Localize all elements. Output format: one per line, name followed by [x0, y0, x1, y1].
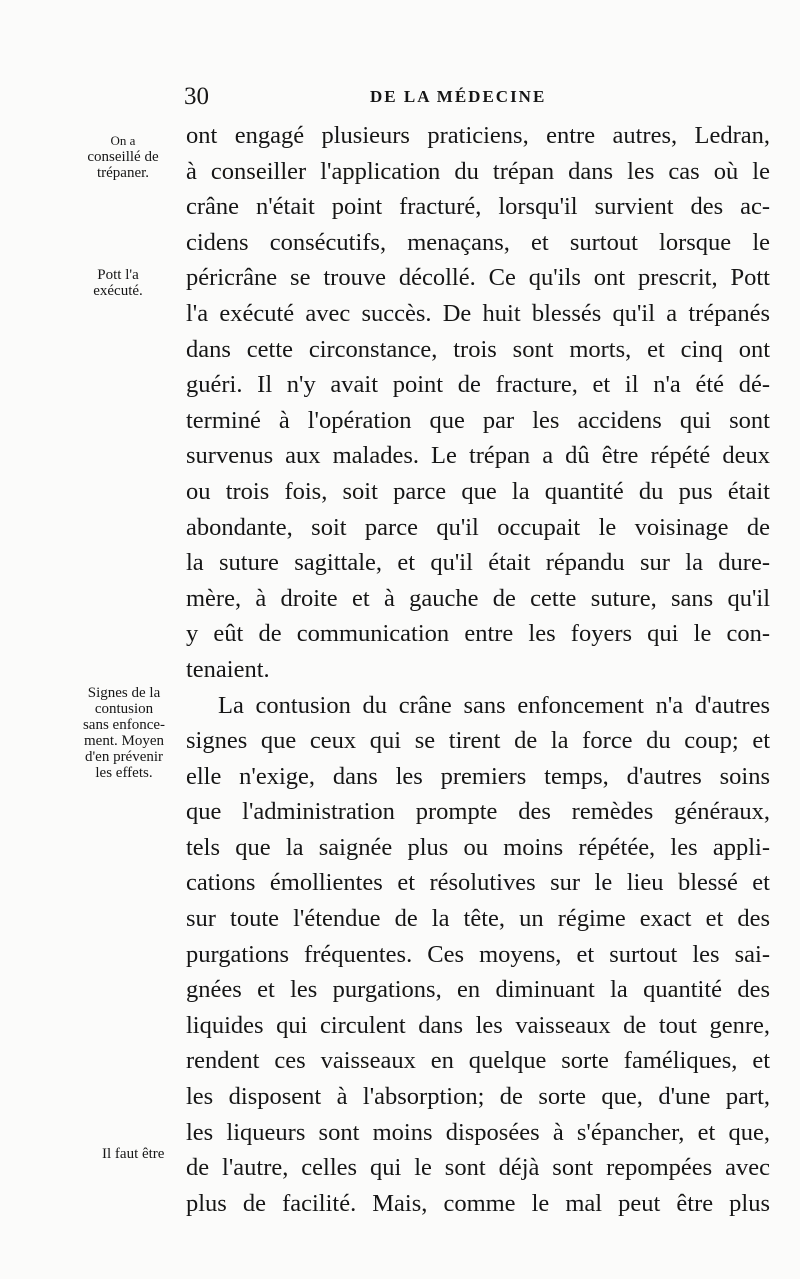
- margin-note-line: exécuté.: [93, 283, 143, 299]
- body-text: [186, 118, 770, 1221]
- margin-note-trepaner: [72, 133, 174, 181]
- body-line: mère, à droite et à gauche de cette suture, sans qu'il: [186, 584, 770, 612]
- margin-note-line: On a: [110, 133, 136, 148]
- margin-note-signes: [72, 685, 176, 781]
- body-line: de l'autre, celles qui le sont déjà sont repompées avec: [186, 1154, 770, 1182]
- body-line: ou trois fois, soit parce que la quantité du pus était: [186, 477, 770, 505]
- body-line: ont engagé plusieurs praticiens, entre autres, Ledran,: [186, 122, 770, 149]
- body-line: les disposent à l'absorption; de sorte que, d'une part,: [186, 1083, 770, 1111]
- body-line: gnées et les purgations, en diminuant la quantité des: [186, 976, 770, 1004]
- body-line: purgations fréquentes. Ces moyens, et surtout les sai-: [186, 940, 770, 968]
- body-line: les liqueurs sont moins disposées à s'épancher, et que,: [186, 1118, 770, 1146]
- margin-note-pott: [78, 267, 158, 299]
- margin-note-il-faut: [102, 1146, 192, 1162]
- body-line: plus de facilité. Mais, comme le mal peut être plus: [186, 1189, 770, 1217]
- margin-note-line: ment. Moyen: [84, 733, 164, 749]
- margin-note-line: d'en prévenir: [84, 749, 164, 765]
- body-line: à conseiller l'application du trépan dans les cas où le: [186, 157, 770, 185]
- body-line: rendent ces vaisseaux en quelque sorte faméliques, et: [186, 1047, 770, 1075]
- body-line: crâne n'était point fracturé, lorsqu'il survient des ac-: [186, 193, 770, 221]
- margin-note-line: trépaner.: [96, 165, 150, 181]
- margin-note-line: contusion: [94, 701, 154, 717]
- body-line: y eût de communication entre les foyers qui le con-: [186, 620, 770, 648]
- body-line: survenus aux malades. Le trépan a dû être répété deux: [186, 442, 770, 470]
- body-line: sur toute l'étendue de la tête, un régime exact et des: [186, 905, 770, 933]
- body-line: tels que la saignée plus ou moins répétée, les appli-: [186, 833, 770, 861]
- body-line: abondante, soit parce qu'il occupait le voisinage de: [186, 513, 770, 541]
- body-line: cidens consécutifs, menaçans, et surtout lorsque le: [186, 228, 770, 256]
- body-line: dans cette circonstance, trois sont morts, et cinq ont: [186, 335, 770, 363]
- body-line: péricrâne se trouve décollé. Ce qu'ils ont prescrit, Pott: [186, 264, 770, 292]
- body-line: guéri. Il n'y avait point de fracture, et il n'a été dé-: [186, 371, 770, 399]
- body-line: terminé à l'opération que par les accidens qui sont: [186, 406, 770, 434]
- page-number: 30: [184, 83, 209, 110]
- running-title: DE LA MÉDECINE: [370, 87, 547, 106]
- margin-note-line: Signes de la: [87, 685, 161, 701]
- body-line: elle n'exige, dans les premiers temps, d'autres soins: [186, 762, 770, 790]
- body-line: tenaient.: [186, 655, 270, 683]
- body-line: liquides qui circulent dans les vaisseaux de tout genre,: [186, 1011, 770, 1039]
- body-line: que l'administration prompte des remèdes généraux,: [186, 798, 770, 826]
- body-line: la suture sagittale, et qu'il était répandu sur la dure-: [186, 549, 770, 577]
- body-line: cations émollientes et résolutives sur le lieu blessé et: [186, 869, 770, 897]
- body-line: l'a exécuté avec succès. De huit blessés qu'il a trépanés: [186, 299, 770, 327]
- margin-note-line: conseillé de: [87, 149, 159, 165]
- margin-note-line: Pott l'a: [97, 267, 139, 283]
- body-line: La contusion du crâne sans enfoncement n'a d'autres: [218, 691, 770, 719]
- body-line: signes que ceux qui se tirent de la force du coup; et: [186, 727, 770, 755]
- margin-note-line: Il faut être: [102, 1146, 165, 1162]
- margin-note-line: les effets.: [95, 765, 153, 781]
- margin-note-line: sans enfonce-: [82, 717, 166, 733]
